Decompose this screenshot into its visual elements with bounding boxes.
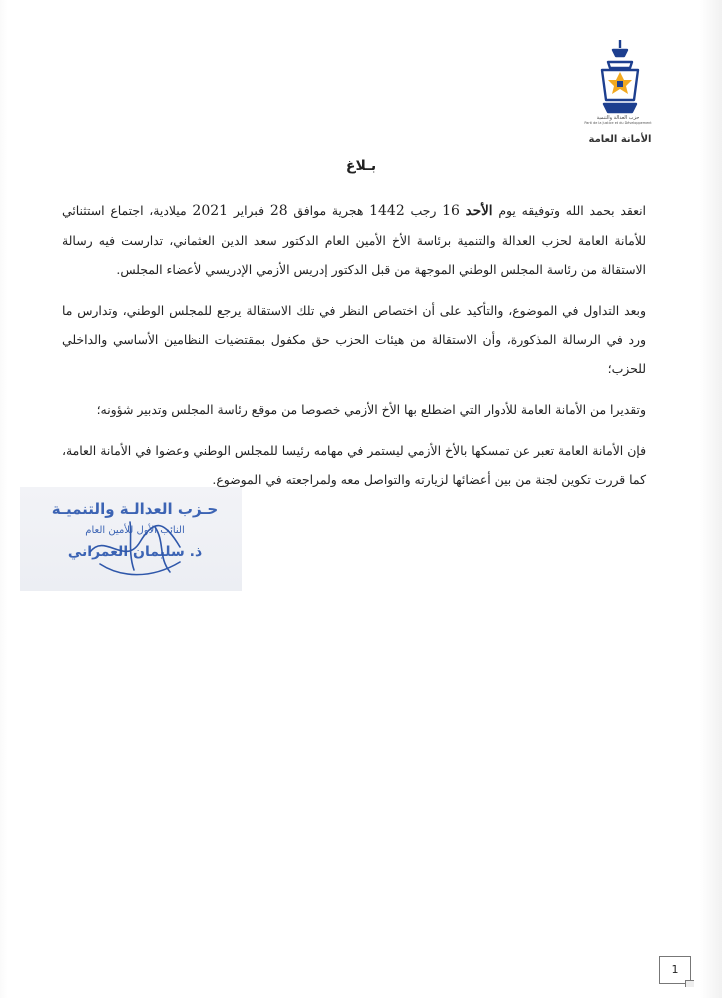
page-corner-fold [685,980,694,987]
stamp-party-name: حـزب العدالـة والتنميـة [51,500,219,518]
party-name-latin: Parti de la Justice et du Développement [584,121,652,125]
hijri-year: 1442 [369,203,405,219]
stamp-role: النائب الأول للأمين العام [85,525,185,536]
paragraph-1: انعقد بحمد الله وتوفيقه يوم الأحد 16 رجب 1442 هجرية موافق 28 فبراير 2021 ميلادية، اجتماع استثنائي للأمانة العامة لحزب العدالة والتنمية برئاسة الأخ الأمين العام الدكتور سعد الدين العثماني، تدارست فيه رسالة الاستقالة من رئاسة المجلس الوطني الموجهة من قبل الدكتور إدريس الأزمي الإدريسي لأعضاء المجلس. [62,203,646,277]
handwritten-signature [70,492,210,582]
page-number: 1 [659,956,691,984]
party-name-arabic: حزب العدالة والتنمية [596,115,640,121]
general-secretariat-label: الأمانة العامة [588,134,652,145]
gregorian-day: 28 [269,203,288,219]
paragraph-4: فإن الأمانة العامة تعبر عن تمسكها بالأخ الأزمي ليستمر في مهامه رئيسا للمجلس الوطني وعضوا في الأمانة العامة، كما قررت تكوين لجنة من بين أعضائها لزيارته والتواصل معه ولمراجعته في الموضوع. [62,443,646,487]
stamp-signer-name: ذ. سليمان العمراني [67,544,203,560]
party-lantern-logo [580,38,660,148]
paragraph-2: وبعد التداول في الموضوع، والتأكيد على أن اختصاص النظر في تلك الاستقالة يرجع للمجلس الوطني، وتدارس ما ورد في الرسالة المذكورة، وأن الاستقالة من هيئات الحزب حق مكفول بمقتضيات النظامين الأساسي والداخلي للحزب؛ [62,303,646,376]
day-name: الأحد [465,203,493,219]
hijri-day: 16 [442,203,460,219]
gregorian-year: 2021 [192,203,229,219]
paragraph-3: وتقديرا من الأمانة العامة للأدوار التي اضطلع بها الأخ الأزمي خصوصا من موقع رئاسة المجلس وتدبير شؤونه؛ [96,402,646,417]
logo-caption [578,115,658,125]
document-body [62,196,646,506]
document-title: بـلاغ [345,158,377,174]
